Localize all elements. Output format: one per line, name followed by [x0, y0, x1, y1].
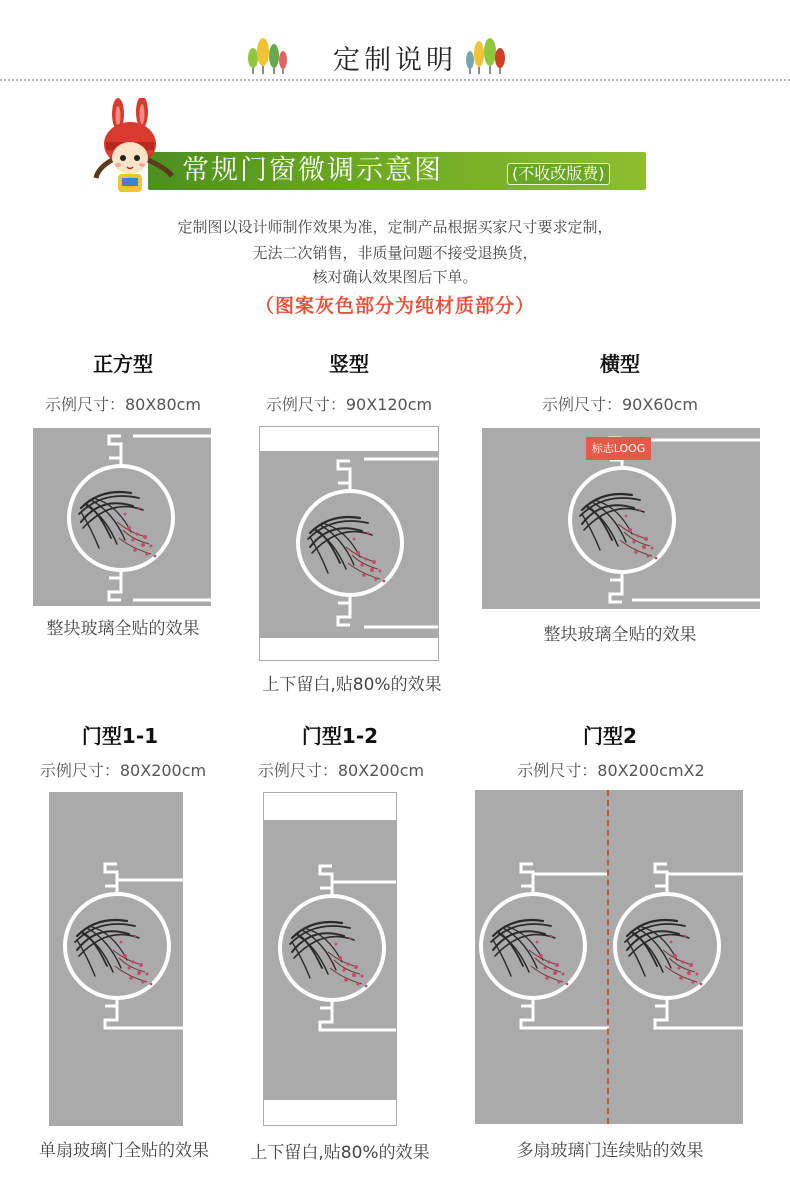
door-1-2-preview [263, 792, 397, 1126]
example-title: 门型1-1 [81, 724, 159, 748]
page-title: 定制说明 [333, 45, 457, 76]
example-caption: 上下留白,贴80%的效果 [250, 1143, 430, 1163]
example-size: 示例尺寸：90X120cm [265, 395, 433, 414]
example-size: 示例尺寸：90X60cm [541, 395, 699, 414]
intro-line-3: 核对确认效果图后下单。 [312, 268, 478, 286]
banner-subtitle: (不收改版费) [507, 163, 610, 185]
intro-line-1: 定制图以设计师制作效果为准，定制产品根据买家尺寸要求定制， [177, 218, 613, 236]
door-seam-line [607, 790, 609, 1124]
logo-tag: 标志LOOG [586, 437, 651, 460]
example-size: 示例尺寸：80X200cm [257, 761, 425, 780]
example-caption: 上下留白,贴80%的效果 [262, 675, 442, 695]
example-caption: 单扇玻璃门全贴的效果 [39, 1141, 209, 1161]
example-caption: 多扇玻璃门连续贴的效果 [516, 1141, 704, 1161]
plant-decoration-icon [462, 34, 508, 74]
example-caption: 整块玻璃全贴的效果 [46, 619, 200, 639]
example-caption: 整块玻璃全贴的效果 [543, 625, 697, 645]
example-title: 门型2 [583, 724, 637, 748]
mascot-girl-icon [92, 98, 178, 198]
banner-title: 常规门窗微调示意图 [182, 155, 443, 186]
gray-area-note: （图案灰色部分为纯材质部分） [254, 295, 535, 317]
example-title: 门型1-2 [301, 724, 379, 748]
example-size: 示例尺寸：80X200cm [39, 761, 207, 780]
header-divider [0, 79, 790, 81]
example-title: 正方型 [93, 352, 153, 376]
intro-line-2: 无法二次销售，非质量问题不接受退换货， [252, 244, 538, 262]
example-size: 示例尺寸：80X200cmX2 [517, 761, 705, 780]
example-size: 示例尺寸：80X80cm [44, 395, 202, 414]
example-title: 横型 [600, 352, 640, 376]
door-1-1-preview [49, 792, 183, 1126]
square-preview [33, 428, 211, 606]
example-title: 竖型 [329, 352, 369, 376]
vertical-preview [259, 426, 439, 661]
door-2-preview [475, 790, 743, 1124]
